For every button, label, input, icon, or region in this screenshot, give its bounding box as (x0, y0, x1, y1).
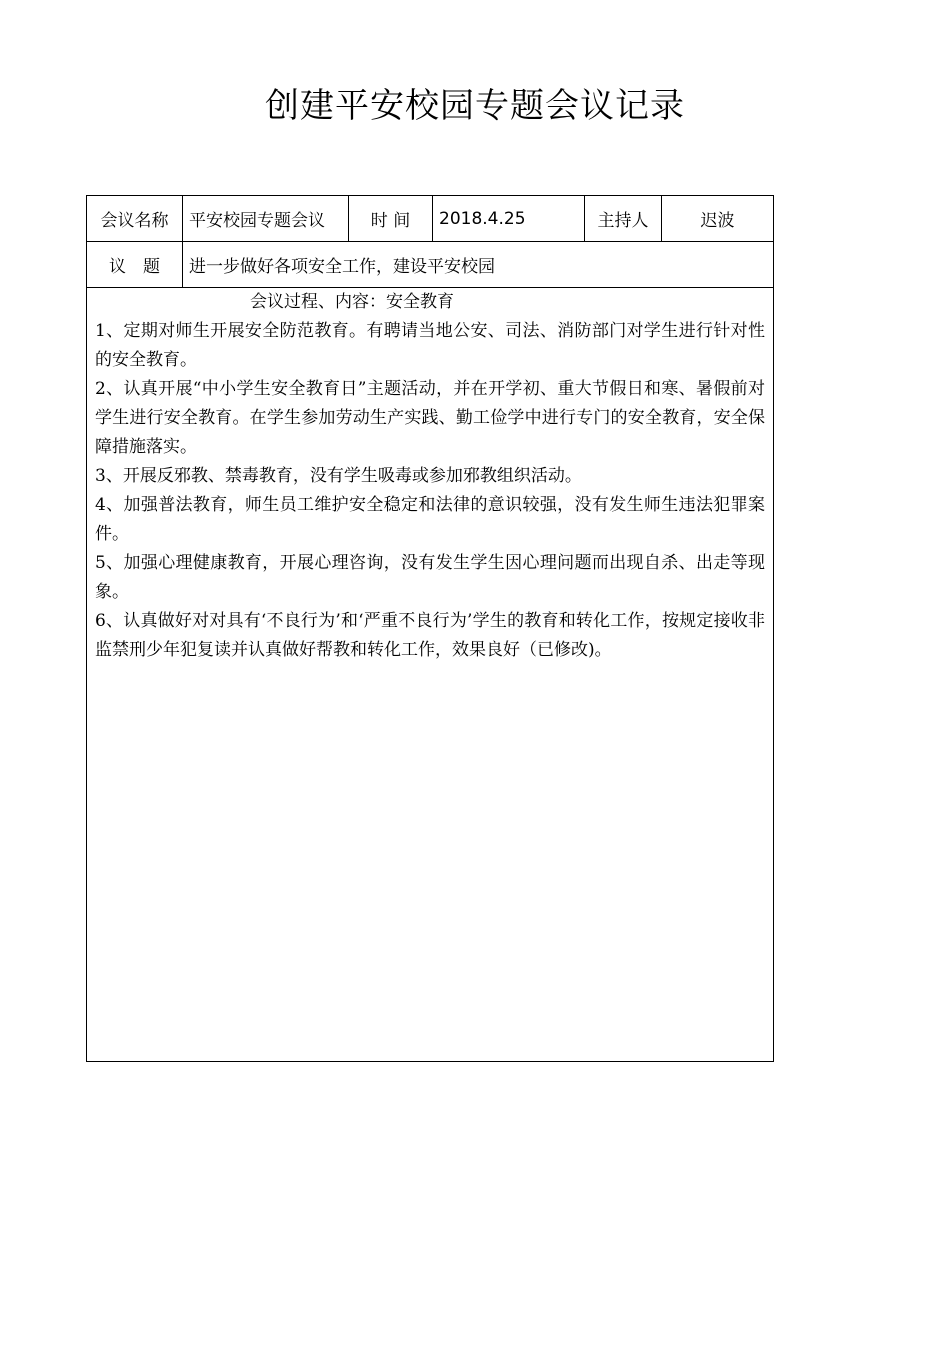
meeting-record-table (86, 195, 774, 1062)
content-item-1: 1、定期对师生开展安全防范教育。有聘请当地公安、司法、消防部门对学生进行针对性的安全教育。 (95, 321, 765, 370)
meeting-time-label: 时 间 (349, 196, 433, 242)
meeting-topic-label: 议 题 (87, 242, 183, 288)
meeting-content-row (87, 288, 774, 1062)
meeting-content-cell (87, 288, 774, 1062)
meeting-host-value: 迟波 (662, 196, 774, 242)
content-item-4: 4、加强普法教育，师生员工维护安全稳定和法律的意识较强，没有发生师生违法犯罪案件。 (95, 495, 765, 544)
meeting-info-row (87, 196, 774, 242)
meeting-topic-row (87, 242, 774, 288)
content-item-5: 5、加强心理健康教育，开展心理咨询，没有发生学生因心理问题而出现自杀、出走等现象。 (95, 553, 765, 602)
meeting-time-value: 2018.4.25 (433, 196, 585, 242)
meeting-name-value: 平安校园专题会议 (183, 196, 349, 242)
content-item-6: 6、认真做好对对具有‘不良行为’和‘严重不良行为’学生的教育和转化工作，按规定接收非监禁刑少年犯复读并认真做好帮教和转化工作，效果良好（已修改)。 (95, 611, 765, 660)
meeting-host-label: 主持人 (585, 196, 662, 242)
content-item-3: 3、开展反邪教、禁毒教育，没有学生吸毒或参加邪教组织活动。 (95, 466, 582, 486)
page-title: 创建平安校园专题会议记录 (265, 86, 685, 126)
content-heading: 会议过程、内容：安全教育 (250, 292, 454, 312)
content-item-2: 2、认真开展“中小学生安全教育日”主题活动，并在开学初、重大节假日和寒、暑假前对学生进行安全教育。在学生参加劳动生产实践、勤工俭学中进行专门的安全教育，安全保障措施落实。 (95, 379, 765, 457)
meeting-topic-value: 进一步做好各项安全工作，建设平安校园 (183, 242, 774, 288)
meeting-name-label: 会议名称 (87, 196, 183, 242)
